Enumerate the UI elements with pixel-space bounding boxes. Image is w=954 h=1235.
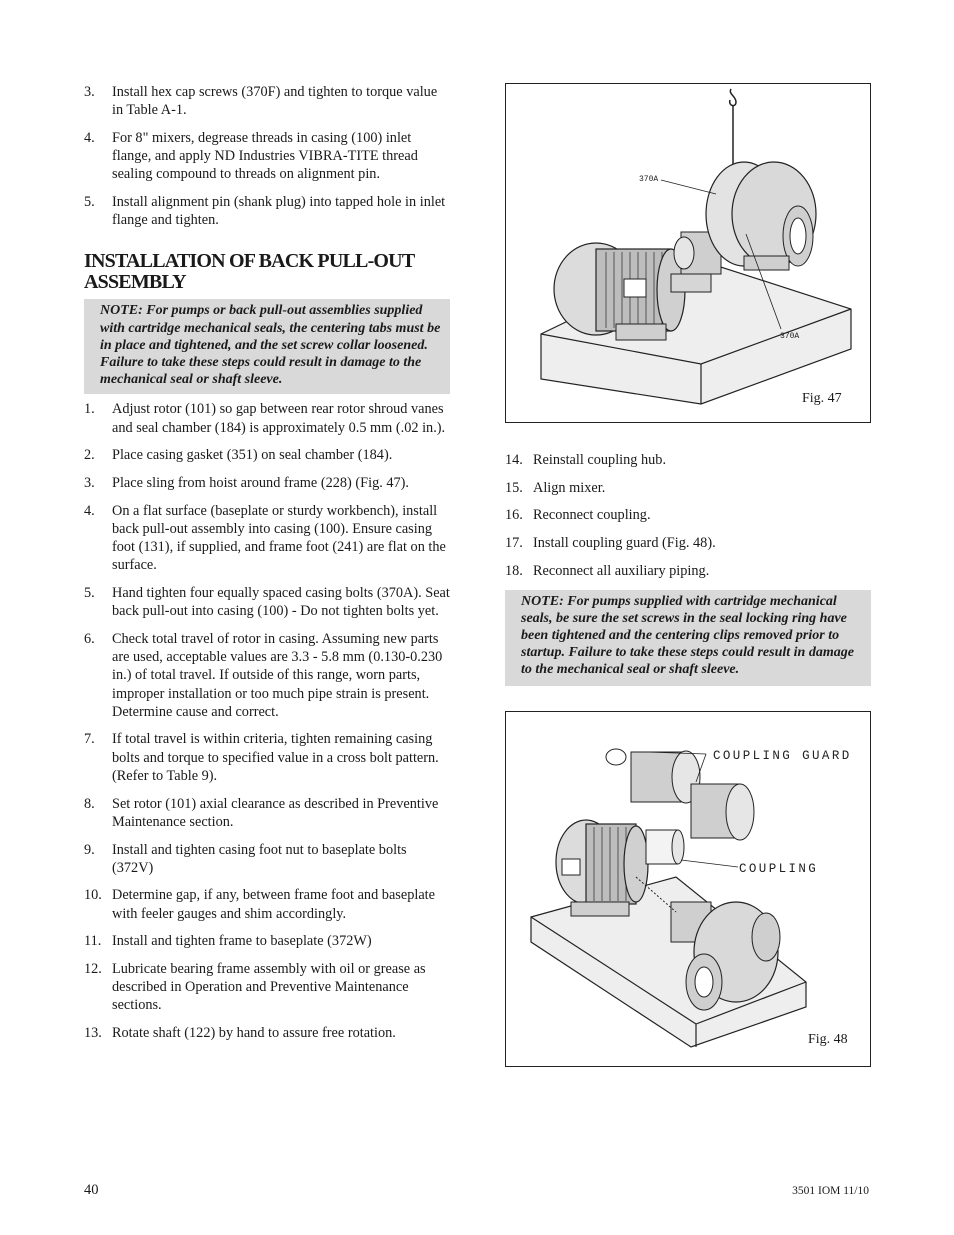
step-number: 7. xyxy=(84,731,95,748)
step-text: Rotate shaft (122) by hand to assure free rotation. xyxy=(112,1025,396,1042)
intro-steps-list xyxy=(84,83,450,229)
steps-right-list xyxy=(505,451,871,580)
step-text: If total travel is within criteria, tighten remaining casing bolts and torque to specified value in a cross bolt pattern.(Refer to Table 9). xyxy=(112,731,439,784)
page-number: 40 xyxy=(84,1182,99,1198)
step-number: 3. xyxy=(84,475,95,492)
step-number: 14. xyxy=(505,452,523,468)
step-text: On a flat surface (baseplate or sturdy workbench), install back pull-out assembly into casing (100). Ensure casing foot (131), if supplied, and frame foot (241) are flat on the surface. xyxy=(112,502,446,574)
figure-47-drawing xyxy=(506,84,870,422)
step-text: Check total travel of rotor in casing. Assuming new parts are used, acceptable values are 3.3 - 5.8 mm (0.130-0.230 in.) of total travel. If outside of this range, worn parts, improper installation or too much pipe strain is present. Determine cause and correct. xyxy=(112,630,443,720)
step-number: 17. xyxy=(505,535,523,552)
steps-left-list xyxy=(84,400,450,1042)
step-number: 4. xyxy=(84,502,95,519)
step-number: 3. xyxy=(84,84,95,100)
note-left: NOTE: For pumps or back pull-out assemblies supplied with cartridge mechanical seals, the centering tabs must be in place and tightened, and the set screw collar loosened. Failure to take these steps could result in damage to the mechanical seal or shaft sleeve. xyxy=(84,299,450,394)
step-number: 12. xyxy=(84,961,102,978)
step-number: 2. xyxy=(84,447,95,464)
step-number: 5. xyxy=(84,194,95,211)
step-text: Determine gap, if any, between frame foot and baseplate with feeler gauges and shim accordingly. xyxy=(112,887,435,922)
step-item xyxy=(84,502,450,575)
step-item xyxy=(84,630,450,721)
step-item xyxy=(505,479,871,497)
fig48-label-coupling: COUPLING xyxy=(739,861,819,876)
step-text: Install hex cap screws (370F) and tighten to torque value in Table A-1. xyxy=(112,84,438,119)
step-number: 11. xyxy=(84,933,102,950)
section-title: INSTALLATION OF BACK PULL-OUT ASSEMBLY xyxy=(84,250,415,294)
step-item xyxy=(84,960,450,1015)
step-text: Install and tighten casing foot nut to baseplate bolts (372V) xyxy=(112,841,407,876)
fig47-label-370a-top: 370A xyxy=(639,175,659,184)
step-item xyxy=(505,506,871,524)
step-text: Install coupling guard (Fig. 48). xyxy=(533,535,716,552)
fig48-caption: Fig. 48 xyxy=(808,1031,848,1047)
fig47-caption: Fig. 47 xyxy=(802,391,842,406)
step-item xyxy=(505,562,871,580)
right-column xyxy=(505,83,871,1067)
step-text: Place casing gasket (351) on seal chamber (184). xyxy=(112,447,393,464)
step-item xyxy=(84,129,450,184)
step-text: Set rotor (101) axial clearance as described in Preventive Maintenance section. xyxy=(112,795,439,830)
step-number: 4. xyxy=(84,129,95,146)
step-item xyxy=(84,474,450,492)
step-item xyxy=(84,446,450,464)
document-code: 3501 IOM 11/10 xyxy=(792,1185,869,1197)
step-item xyxy=(84,730,450,785)
step-text: Lubricate bearing frame assembly with oil or grease as described in Operation and Preventive Maintenance sections. xyxy=(112,961,426,1014)
step-item xyxy=(84,932,450,950)
step-item xyxy=(84,83,450,119)
step-text: For 8" mixers, degrease threads in casing (100) inlet flange, and apply ND Industries VIBRA-TITE thread sealing compound to threads on alignment pin. xyxy=(112,129,418,183)
step-item xyxy=(84,1024,450,1042)
step-number: 10. xyxy=(84,887,102,904)
step-number: 15. xyxy=(505,479,523,496)
step-text: Place sling from hoist around frame (228) (Fig. 47). xyxy=(112,475,409,492)
step-item xyxy=(84,795,450,831)
step-number: 16. xyxy=(505,507,523,524)
step-item xyxy=(84,584,450,620)
step-text: Adjust rotor (101) so gap between rear rotor shroud vanes and seal chamber (184) is approximately 0.5 mm (.02 in.). xyxy=(112,401,446,436)
step-number: 18. xyxy=(505,562,523,579)
step-text: Reconnect all auxiliary piping. xyxy=(533,562,710,579)
step-text: Reconnect coupling. xyxy=(533,507,651,524)
figure-48 xyxy=(505,711,871,1067)
step-text: Align mixer. xyxy=(533,479,606,496)
note-right: NOTE: For pumps supplied with cartridge mechanical seals, be sure the set screws in the seal locking ring have been tightened and the centering clips removed prior to startup. Failure to take these steps could result in damage to the mechanical seal or shaft sleeve. xyxy=(505,590,871,686)
step-item xyxy=(84,400,450,436)
step-number: 1. xyxy=(84,401,95,418)
figure-47 xyxy=(505,83,871,423)
step-text: Install and tighten frame to baseplate (372W) xyxy=(112,933,372,950)
step-text: Install alignment pin (shank plug) into tapped hole in inlet flange and tighten. xyxy=(112,194,446,229)
step-number: 8. xyxy=(84,795,95,812)
step-text: Reinstall coupling hub. xyxy=(533,452,667,468)
step-item xyxy=(84,841,450,877)
step-number: 5. xyxy=(84,585,95,602)
step-number: 9. xyxy=(84,841,95,858)
step-item xyxy=(84,193,450,229)
figure-48-drawing xyxy=(506,712,870,1066)
fig47-label-370a-bottom: 370A xyxy=(780,332,800,341)
left-column xyxy=(84,83,450,1052)
step-number: 6. xyxy=(84,630,95,647)
step-number: 13. xyxy=(84,1025,102,1042)
step-item xyxy=(84,886,450,922)
step-item xyxy=(505,534,871,552)
step-item xyxy=(505,451,871,469)
fig48-label-coupling-guard: COUPLING GUARD xyxy=(713,748,852,763)
step-text: Hand tighten four equally spaced casing bolts (370A). Seat back pull-out into casing (100) - Do not tighten bolts yet. xyxy=(112,585,450,620)
